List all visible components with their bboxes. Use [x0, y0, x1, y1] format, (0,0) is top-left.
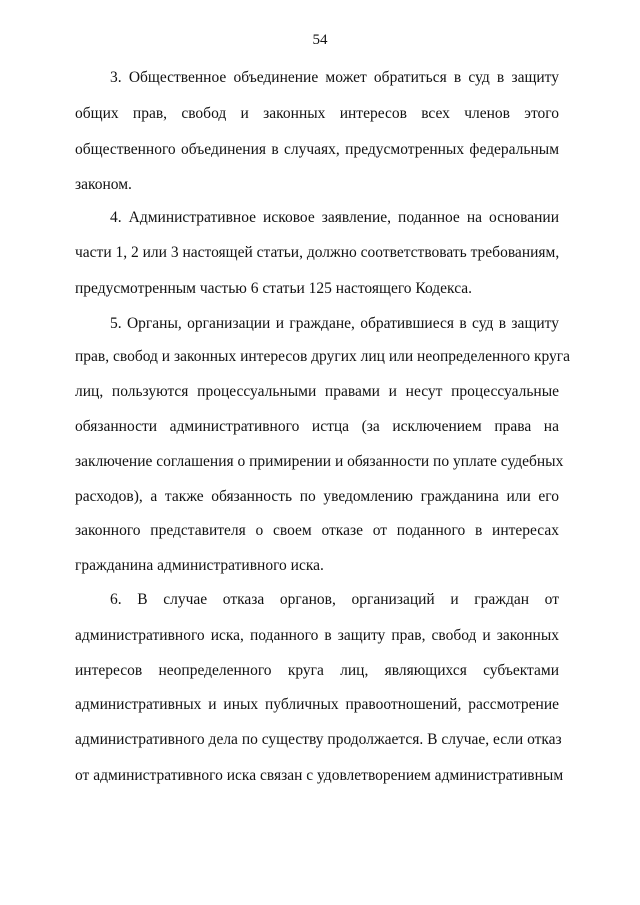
paragraph-6-line-2: административного иска, поданного в защиту прав, свобод и законных — [75, 627, 559, 644]
paragraph-4-line-1: 4. Административное исковое заявление, поданное на основании — [110, 209, 559, 226]
paragraph-6-line-5: административного дела по существу продолжается. В случае, если отказ — [75, 731, 562, 748]
paragraph-3-line-2: общих прав, свобод и законных интересов всех членов этого — [75, 105, 559, 122]
paragraph-6-line-3: интересов неопределенного круга лиц, являющихся субъектами — [75, 662, 559, 679]
paragraph-6-line-1: 6. В случае отказа органов, организаций и граждан от — [110, 591, 559, 608]
paragraph-5-line-7: законного представителя о своем отказе от поданного в интересах — [75, 522, 559, 539]
paragraph-4-line-2: части 1, 2 или 3 настоящей статьи, должно соответствовать требованиям, — [75, 244, 560, 261]
paragraph-5-line-8: гражданина административного иска. — [75, 557, 324, 574]
page-number: 54 — [312, 32, 328, 48]
paragraph-3-line-1: 3. Общественное объединение может обратиться в суд в защиту — [110, 69, 559, 86]
paragraph-5-line-5: заключение соглашения о примирении и обязанности по уплате судебных — [75, 453, 564, 470]
paragraph-5-line-3: лиц, пользуются процессуальными правами и несут процессуальные — [75, 383, 559, 400]
paragraph-6-line-6: от административного иска связан с удовлетворением административным — [75, 767, 564, 784]
paragraph-3-line-4: законом. — [75, 176, 132, 193]
paragraph-5-line-6: расходов), а также обязанность по уведомлению гражданина или его — [75, 488, 559, 505]
paragraph-5-line-1: 5. Органы, организации и граждане, обратившиеся в суд в защиту — [110, 315, 559, 332]
paragraph-5-line-4: обязанности административного истца (за исключением права на — [75, 418, 559, 435]
paragraph-4-line-3: предусмотренным частью 6 статьи 125 настоящего Кодекса. — [75, 280, 473, 297]
paragraph-6-line-4: административных и иных публичных правоотношений, рассмотрение — [75, 696, 559, 713]
paragraph-3-line-3: общественного объединения в случаях, предусмотренных федеральным — [75, 141, 559, 158]
paragraph-5-line-2: прав, свобод и законных интересов других лиц или неопределенного круга — [75, 348, 571, 365]
